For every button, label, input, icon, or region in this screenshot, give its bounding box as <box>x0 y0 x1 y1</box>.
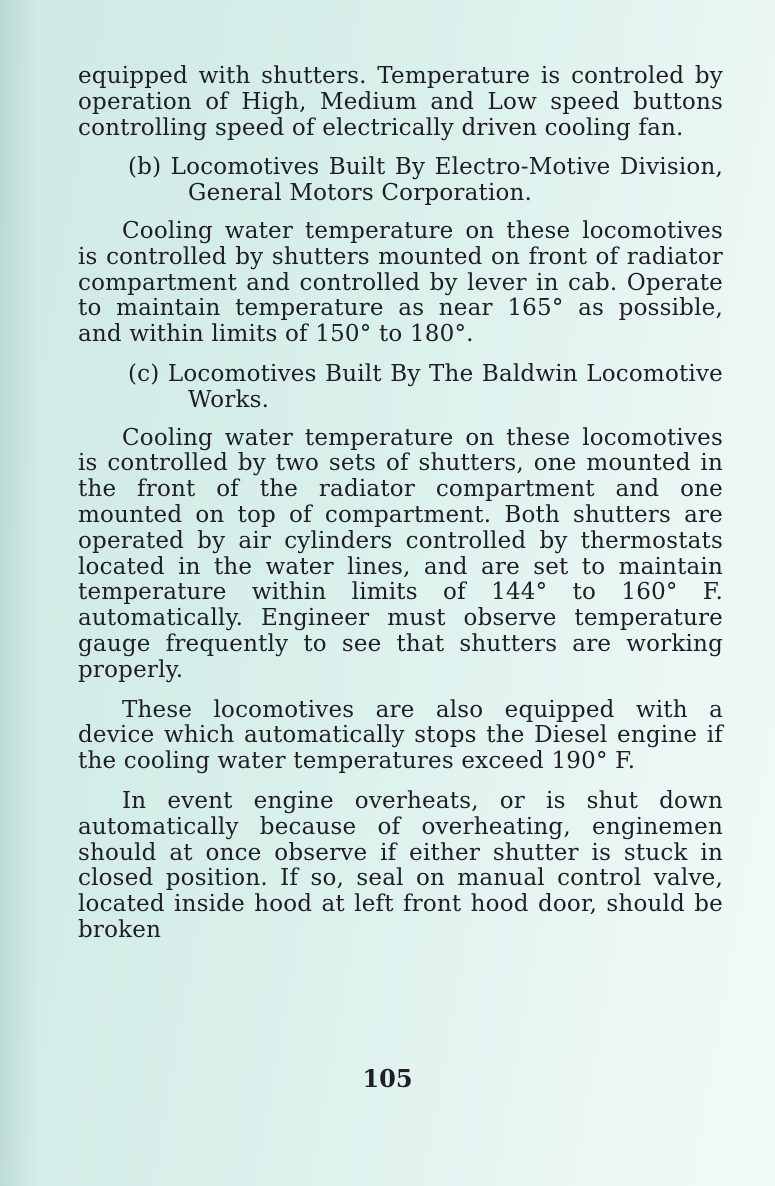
paragraph-overheat-procedure: In event engine overheats, or is shut down automatically because of overheating, enginemen should at once observe if either shutter is stuck in closed position. If so, seal on manual control valve, located inside hood at left front hood door, should be broken <box>78 787 723 943</box>
section-heading-b: (b) Locomotives Built By Electro-Motive Division, General Motors Corporation. <box>128 154 723 207</box>
page-number: 105 <box>362 1064 413 1093</box>
paragraph-continuation: equipped with shutters. Temperature is controled by operation of High, Medium and Low speed buttons controlling speed of electrically driven cooling fan. <box>78 63 723 141</box>
paragraph-emd-cooling: Cooling water temperature on these locomotives is controlled by shutters mounted on front of radiator compartment and controlled by lever in cab. Operate to maintain temperature as near 165° as possible, and within limits of 150° to 180°. <box>78 217 723 348</box>
paragraph-baldwin-cooling: Cooling water temperature on these locomotives is controlled by two sets of shutters, one mounted in the front of the radiator compartment and one mounted on top of compartment. Both shutters are operated by air cylinders controlled by thermostats located in the water lines, and are set to maintain temperature within limits of 144° to 160° F. automatically. Engineer must observe temperature gauge frequently to see that shutters are working properly. <box>78 424 723 683</box>
paragraph-auto-stop-device: These locomotives are also equipped with a device which automatically stops the Diesel engine if the cooling water temperatures exceed 190° F. <box>78 696 723 775</box>
page-spine-shadow <box>0 0 40 1186</box>
section-heading-c: (c) Locomotives Built By The Baldwin Locomotive Works. <box>128 360 723 413</box>
page-body-text <box>78 64 723 958</box>
